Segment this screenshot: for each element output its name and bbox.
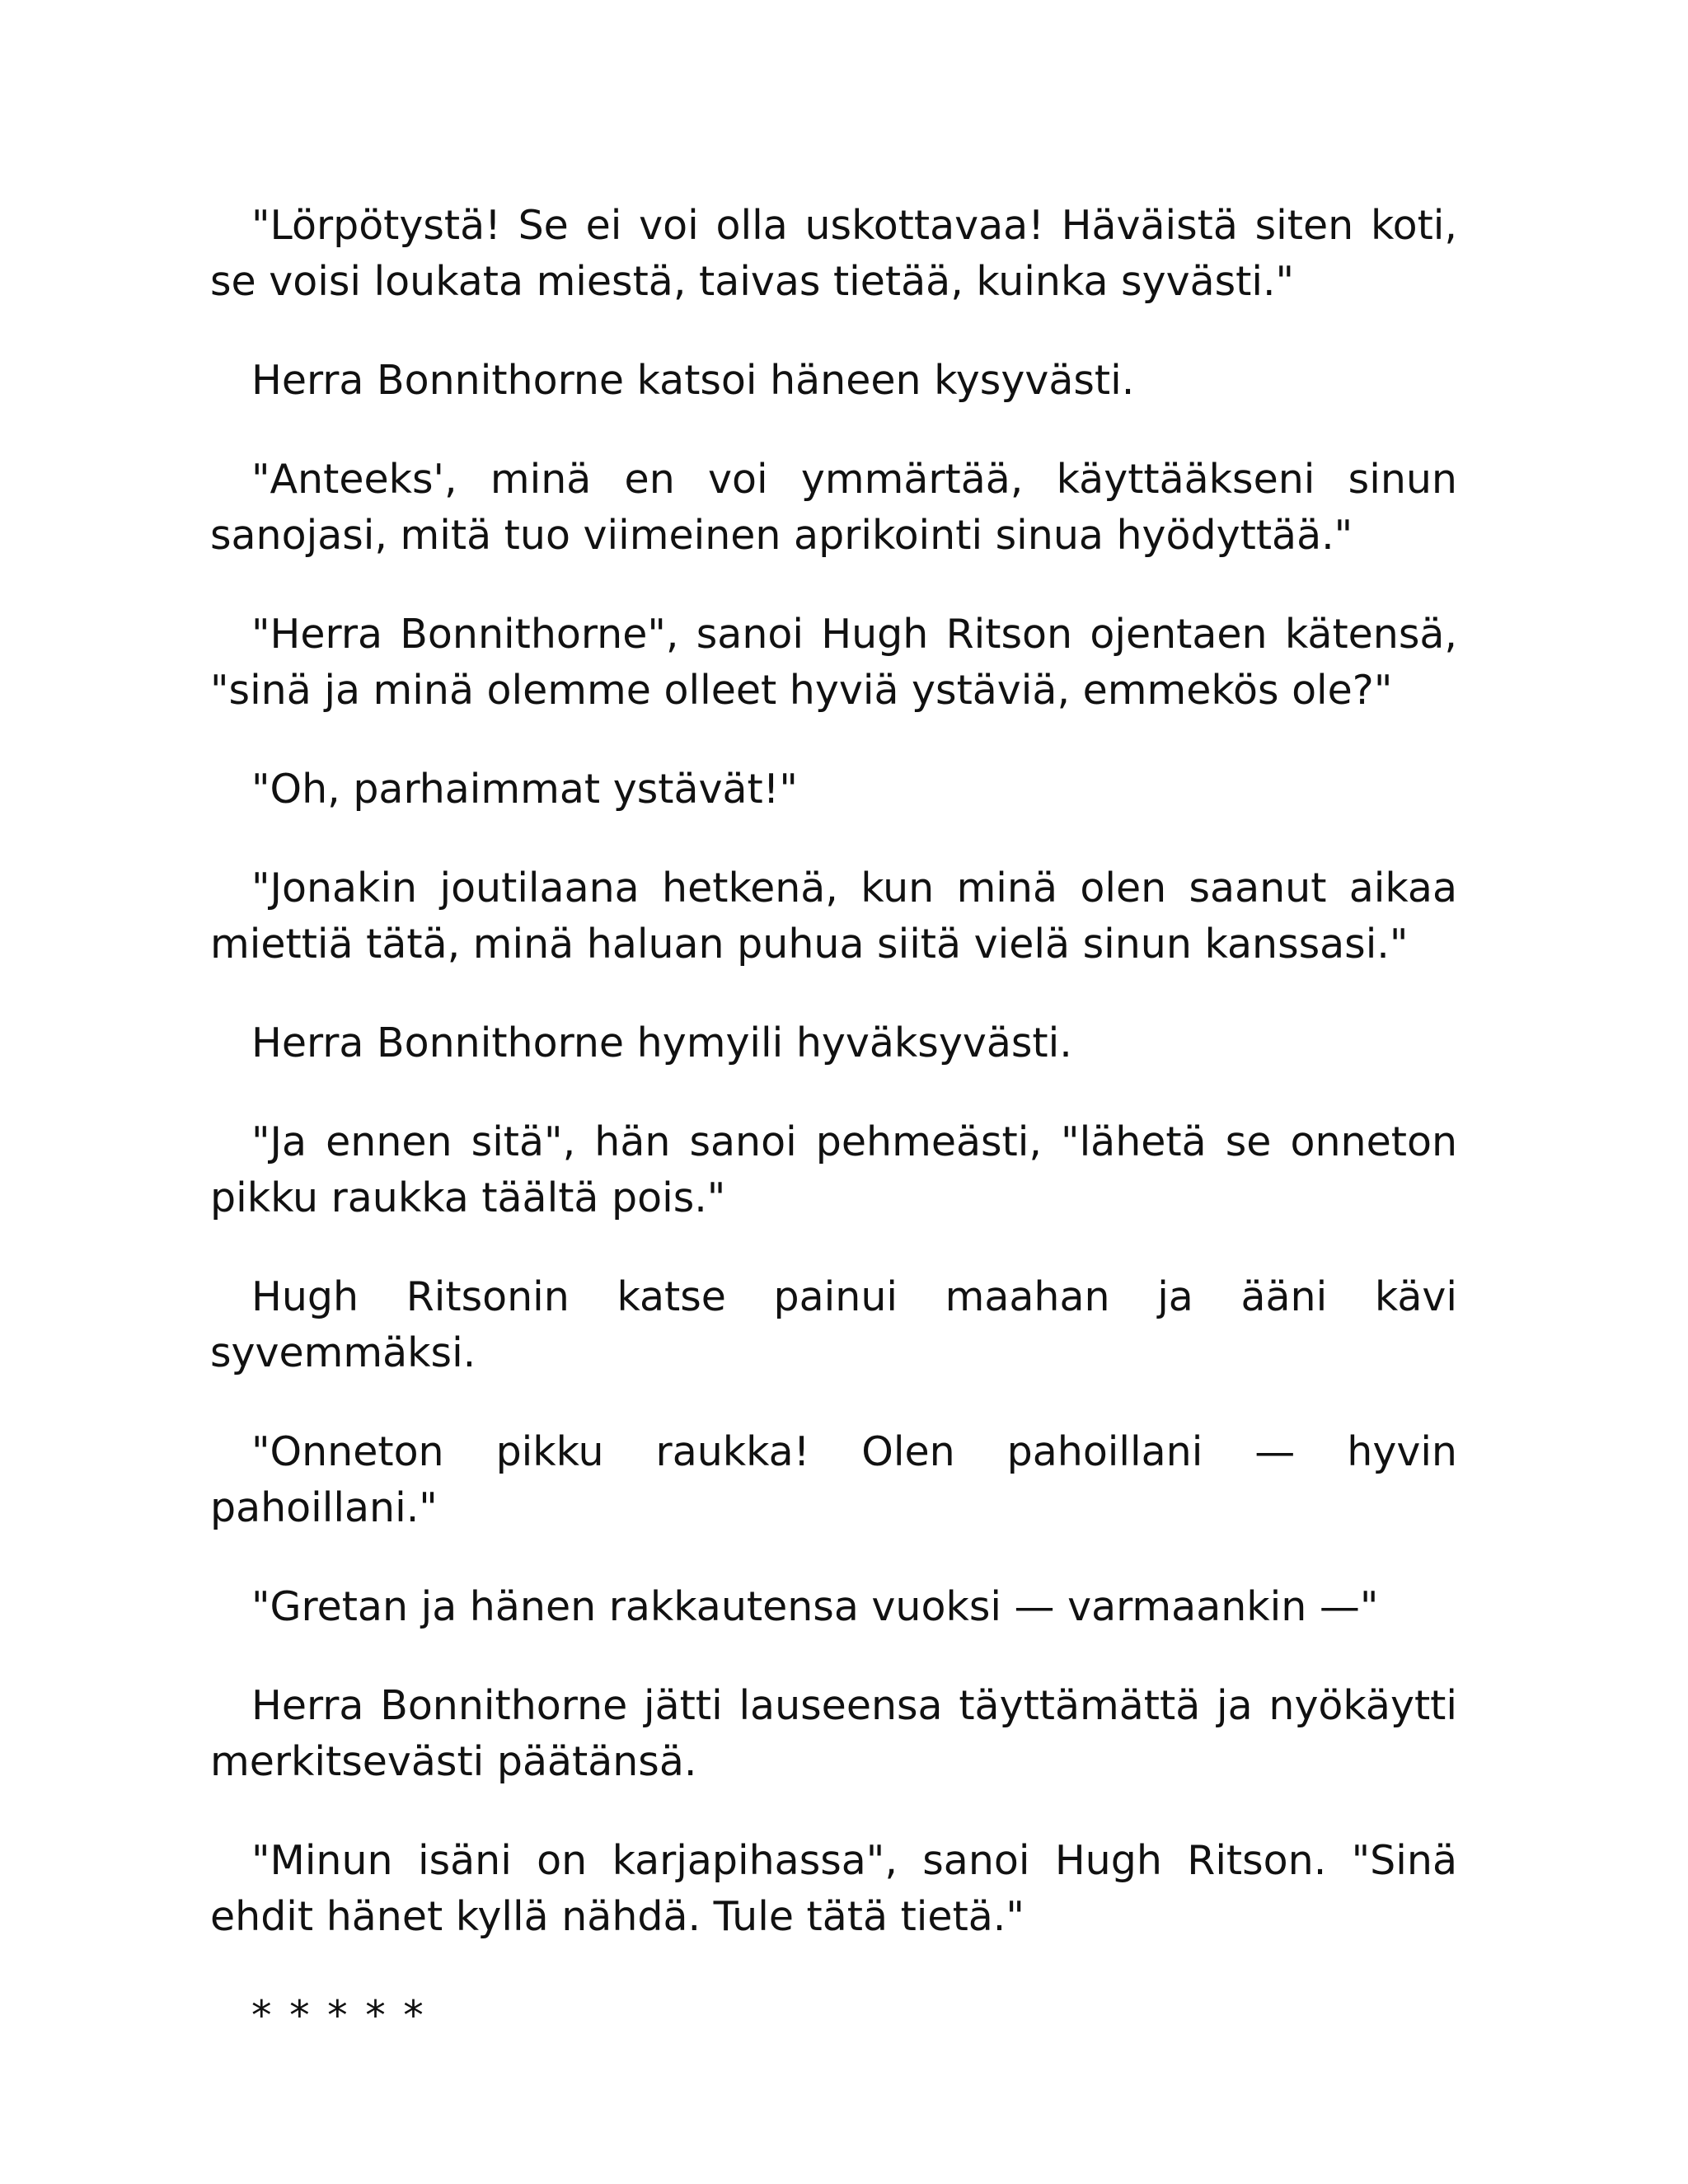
document-page: [210, 198, 1457, 2087]
paragraph: "Minun isäni on karjapihassa", sanoi Hugh Ritson. "Sinä ehdit hänet kyllä nähdä. Tule tätä tietä.": [210, 1837, 1457, 1940]
paragraph: "Oh, parhaimmat ystävät!": [251, 766, 798, 813]
paragraph: Herra Bonnithorne katsoi häneen kysyvästi.: [251, 357, 1135, 404]
paragraph: Herra Bonnithorne jätti lauseensa täyttämättä ja nyökäytti merkitsevästi päätänsä.: [210, 1682, 1457, 1785]
section-separator: * * * * *: [251, 1992, 424, 2039]
paragraph: "Herra Bonnithorne", sanoi Hugh Ritson ojentaen kätensä, "sinä ja minä olemme olleet hyviä ystäviä, emmekös ole?": [210, 611, 1457, 714]
paragraph: "Ja ennen sitä", hän sanoi pehmeästi, "lähetä se onneton pikku raukka täältä pois.": [210, 1118, 1457, 1221]
paragraph: Hugh Ritsonin katse painui maahan ja ääni kävi syvemmäksi.: [210, 1273, 1457, 1376]
paragraph: "Lörpötystä! Se ei voi olla uskottavaa! Häväistä siten koti, se voisi loukata miestä, taivas tietää, kuinka syvästi.": [210, 202, 1457, 305]
paragraph: "Jonakin joutilaana hetkenä, kun minä olen saanut aikaa miettiä tätä, minä haluan puhua siitä vielä sinun kanssasi.": [210, 865, 1457, 968]
paragraph: "Anteeks', minä en voi ymmärtää, käyttääkseni sinun sanojasi, mitä tuo viimeinen aprikointi sinua hyödyttää.": [210, 456, 1457, 559]
paragraph: Herra Bonnithorne hymyili hyväksyvästi.: [251, 1019, 1072, 1066]
paragraph: "Gretan ja hänen rakkautensa vuoksi — varmaankin —": [251, 1583, 1379, 1630]
paragraph: "Onneton pikku raukka! Olen pahoillani — hyvin pahoillani.": [210, 1428, 1457, 1531]
